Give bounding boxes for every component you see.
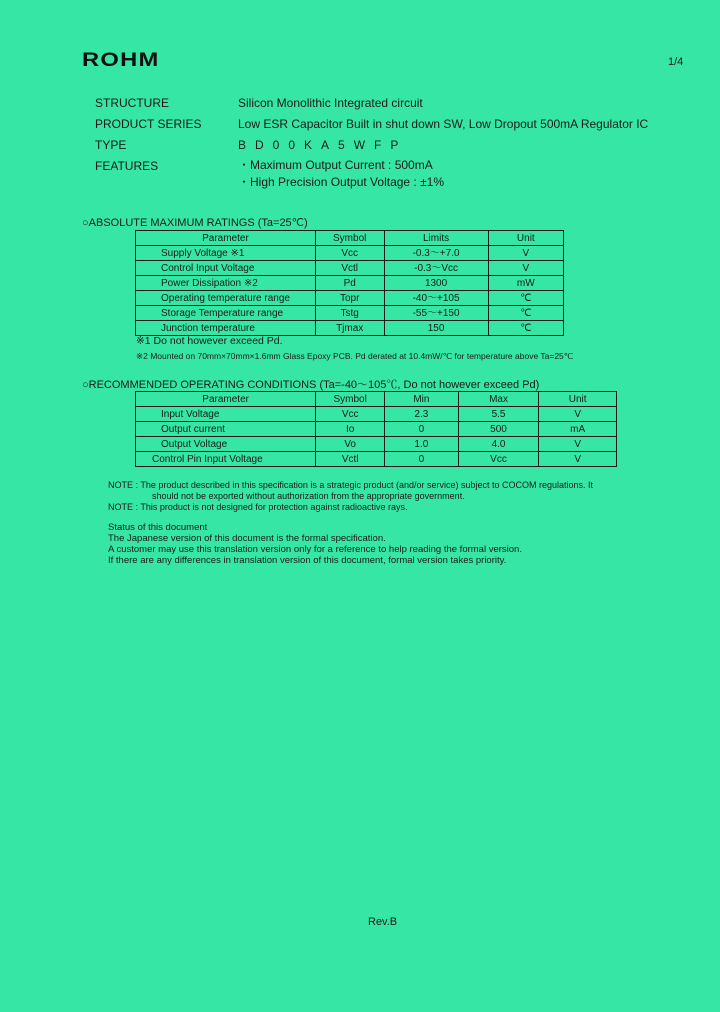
rec-op-title: ○RECOMMENDED OPERATING CONDITIONS (Ta=-40～105℃, Do not however exceed Pd): [82, 379, 540, 391]
status-line: The Japanese version of this document is the formal specification.: [108, 533, 386, 544]
cell: 4.0: [458, 437, 539, 452]
spec-value: Low ESR Capacitor Built in shut down SW, Low Dropout 500mA Regulator IC: [238, 116, 649, 131]
cell: Vcc: [316, 407, 385, 422]
cell: ℃: [488, 321, 563, 336]
spec-label: TYPE: [95, 137, 127, 152]
table-row: [136, 276, 564, 291]
rohm-logo: ROHM: [82, 50, 160, 71]
table-row: [136, 422, 617, 437]
cell: Control Pin Input Voltage: [136, 452, 316, 467]
export-note-2: should not be exported without authorization from the appropriate government.: [152, 491, 465, 501]
cell: Supply Voltage ※1: [136, 246, 316, 261]
cell: V: [488, 246, 563, 261]
page-number: 1/4: [668, 56, 684, 68]
cell: -0.3～Vcc: [384, 261, 488, 276]
radiation-note: NOTE : This product is not designed for protection against radioactive rays.: [108, 502, 408, 512]
col-header: Unit: [488, 231, 563, 246]
cell: 150: [384, 321, 488, 336]
cell: V: [539, 437, 617, 452]
cell: Vcc: [458, 452, 539, 467]
cell: Input Voltage: [136, 407, 316, 422]
cell: Junction temperature: [136, 321, 316, 336]
cell: Output current: [136, 422, 316, 437]
cell: 1.0: [385, 437, 459, 452]
table-header-row: [136, 392, 617, 407]
table-row: [136, 291, 564, 306]
abs-max-title: ○ABSOLUTE MAXIMUM RATINGS (Ta=25℃): [82, 217, 308, 229]
feature-item: ・High Precision Output Voltage : ±1%: [238, 175, 445, 189]
cell: -55～+150: [384, 306, 488, 321]
cell: Operating temperature range: [136, 291, 316, 306]
col-header: Max: [458, 392, 539, 407]
cell: Io: [316, 422, 385, 437]
cell: Control Input Voltage: [136, 261, 316, 276]
spec-label: STRUCTURE: [95, 95, 169, 110]
table-row: [136, 452, 617, 467]
spec-value: BD00KA5WFP: [238, 137, 408, 152]
cell: Vctl: [315, 261, 384, 276]
cell: Pd: [315, 276, 384, 291]
cell: 500: [458, 422, 539, 437]
col-header: Symbol: [315, 231, 384, 246]
spec-label: FEATURES: [95, 158, 159, 173]
col-header: Symbol: [316, 392, 385, 407]
cell: Output Voltage: [136, 437, 316, 452]
cell: Tjmax: [315, 321, 384, 336]
status-line: If there are any differences in translation version of this document, formal version takes priority.: [108, 555, 507, 566]
cell: Vctl: [316, 452, 385, 467]
spec-row-structure: [95, 92, 648, 113]
cell: V: [539, 407, 617, 422]
table-row: [136, 306, 564, 321]
cell: ℃: [488, 291, 563, 306]
spec-label: PRODUCT SERIES: [95, 116, 202, 131]
rec-op-table: [135, 391, 617, 467]
cell: -0.3～+7.0: [384, 246, 488, 261]
abs-max-table: [135, 230, 564, 336]
table-row: [136, 437, 617, 452]
spec-row-product-series: [95, 113, 648, 134]
features-list: [238, 156, 444, 190]
cell: V: [488, 261, 563, 276]
col-header: Parameter: [136, 392, 316, 407]
cell: Vcc: [315, 246, 384, 261]
cell: mW: [488, 276, 563, 291]
spec-row-type: [95, 134, 648, 155]
cell: Power Dissipation ※2: [136, 276, 316, 291]
table-row: [136, 246, 564, 261]
cell: Topr: [315, 291, 384, 306]
cell: 2.3: [385, 407, 459, 422]
cell: Vo: [316, 437, 385, 452]
abs-max-note-2: ※2 Mounted on 70mm×70mm×1.6mm Glass Epoxy PCB. Pd derated at 10.4mW/℃ for temperature above Ta=25℃: [136, 351, 574, 361]
revision-label: Rev.B: [368, 916, 398, 928]
cell: 0: [385, 452, 459, 467]
status-line: A customer may use this translation version only for a reference to help reading the formal version.: [108, 544, 522, 555]
cell: 1300: [384, 276, 488, 291]
abs-max-note-1: ※1 Do not however exceed Pd.: [136, 335, 283, 347]
cell: Storage Temperature range: [136, 306, 316, 321]
cell: 0: [385, 422, 459, 437]
cell: V: [539, 452, 617, 467]
cell: ℃: [488, 306, 563, 321]
spec-value: Silicon Monolithic Integrated circuit: [238, 95, 423, 110]
cell: 5.5: [458, 407, 539, 422]
cell: mA: [539, 422, 617, 437]
cell: -40～+105: [384, 291, 488, 306]
status-heading: Status of this document: [108, 522, 208, 533]
export-note-1: NOTE : The product described in this specification is a strategic product (and/or service) subject to COCOM regulations. It: [108, 480, 594, 490]
table-header-row: [136, 231, 564, 246]
table-row: [136, 407, 617, 422]
table-row: [136, 261, 564, 276]
col-header: Parameter: [136, 231, 316, 246]
table-row: [136, 321, 564, 336]
feature-item: ・Maximum Output Current : 500mA: [238, 158, 433, 172]
col-header: Min: [385, 392, 459, 407]
col-header: Limits: [384, 231, 488, 246]
col-header: Unit: [539, 392, 617, 407]
cell: Tstg: [315, 306, 384, 321]
